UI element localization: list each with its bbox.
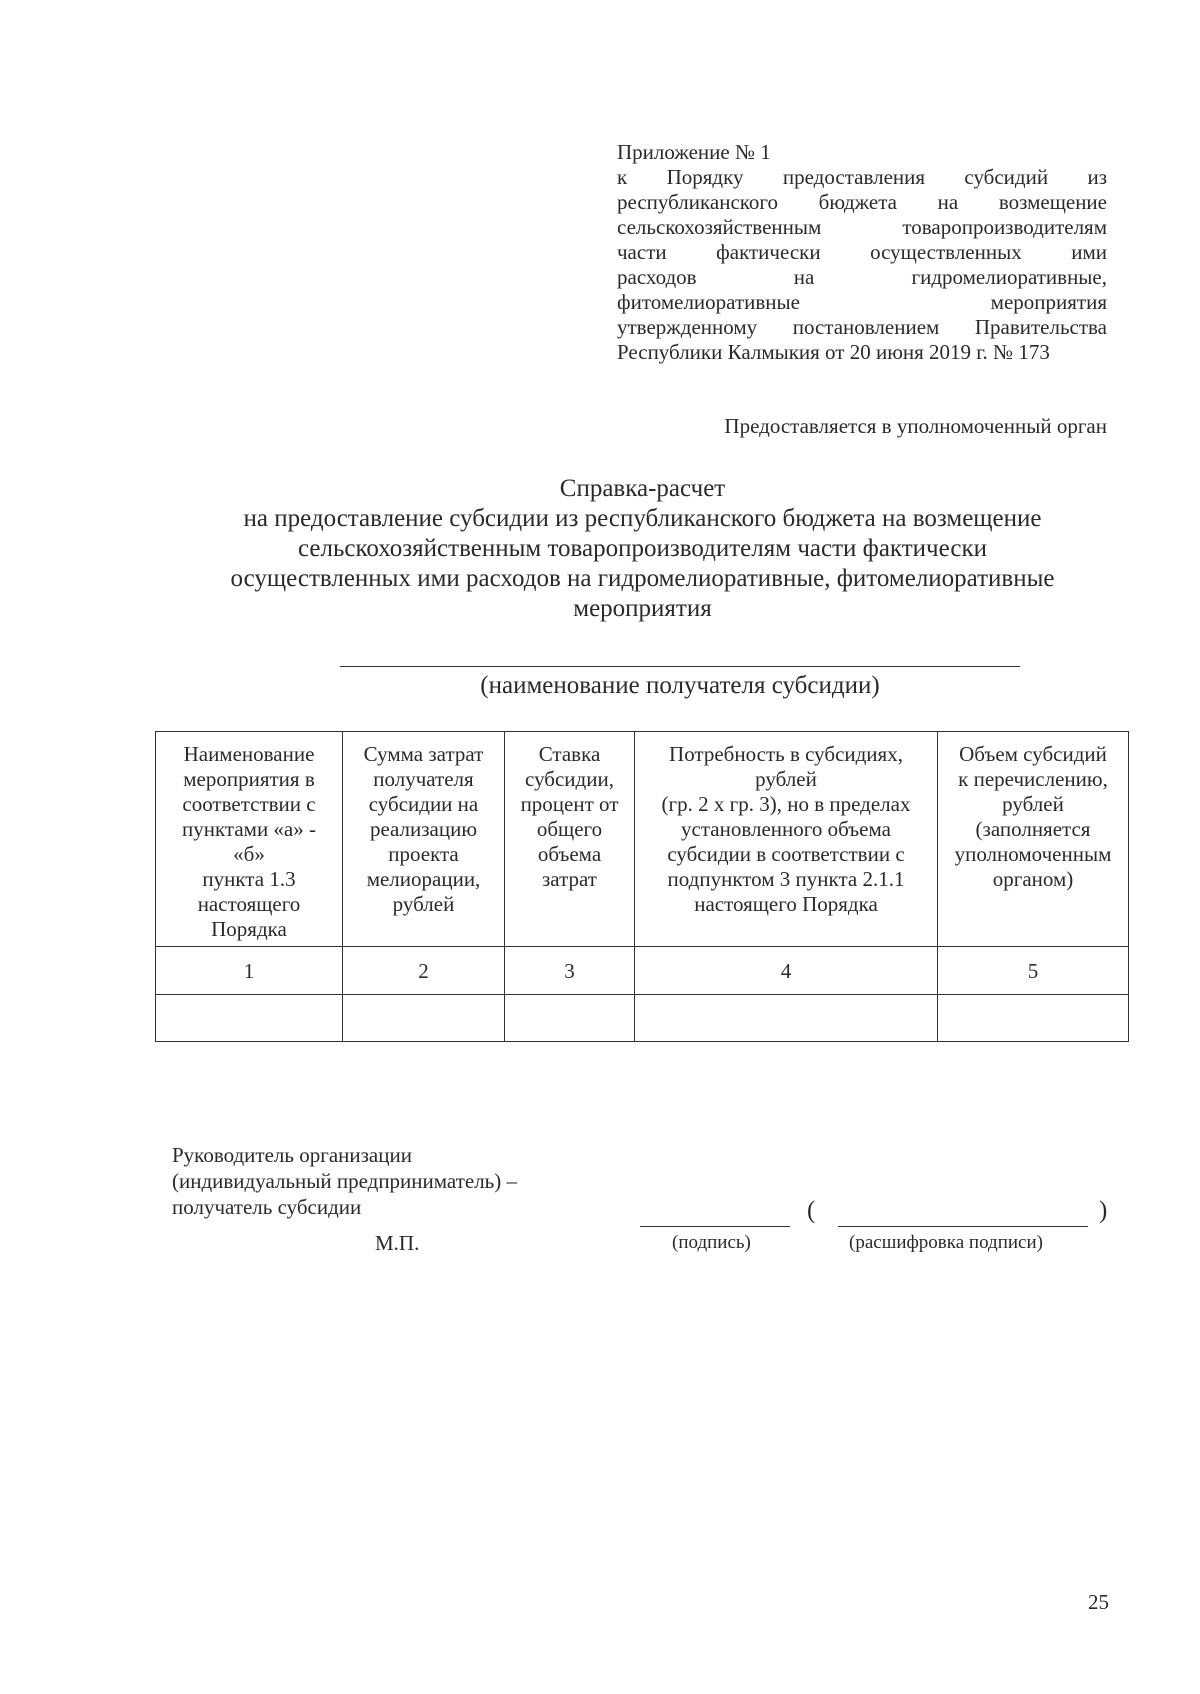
data-cell[interactable] (938, 995, 1129, 1042)
column-number-row (156, 947, 1129, 995)
header-cell-3: Ставка субсидии, процент от общего объема затрат (505, 732, 635, 947)
annex-heading: Приложение № 1 (617, 140, 771, 164)
header-cell-2: Сумма затрат получателя субсидии на реализацию проекта мелиорации, рублей (343, 732, 505, 947)
table-header-row (156, 732, 1129, 947)
column-number: 3 (505, 947, 635, 995)
form-subtitle-line: мероприятия (573, 595, 712, 622)
data-cell[interactable] (343, 995, 505, 1042)
head-line: Руководитель организации (172, 1143, 412, 1167)
header-cell-1: Наименование мероприятия в соответствии с пунктами «а» - «б» пункта 1.3 настоящего Порядка (156, 732, 343, 947)
head-line: получатель субсидии (172, 1195, 362, 1219)
form-subtitle-line: на предоставление субсидии из республиканского бюджета на возмещение (243, 505, 1042, 532)
recipient-caption: (наименование получателя субсидии) (480, 672, 880, 699)
open-parenthesis: ( (807, 1197, 816, 1224)
column-number: 1 (156, 947, 343, 995)
annex-line: сельскохозяйственным товаропроизводителям (617, 215, 1107, 239)
form-subtitle-line: осуществленных ими расходов на гидромелиоративные, фитомелиоративные (230, 565, 1055, 592)
annex-line: расходов на гидромелиоративные, (617, 265, 1107, 289)
annex-line: части фактически осуществленных ими (617, 240, 1107, 264)
annex-line: Республики Калмыкия от 20 июня 2019 г. № 173 (617, 340, 1050, 364)
data-cell[interactable] (156, 995, 343, 1042)
decoding-caption: (расшифровка подписи) (849, 1232, 1043, 1253)
header-cell-4: Потребность в субсидиях, рублей (гр. 2 х гр. 3), но в пределах установленного объема субсидии в соответствии с подпунктом 3 пункта 2.1.1 настоящего Порядка (635, 732, 938, 947)
signature-caption: (подпись) (672, 1232, 751, 1253)
submitted-to-note: Предоставляется в уполномоченный орган (724, 414, 1107, 438)
close-parenthesis: ) (1099, 1197, 1108, 1224)
column-number: 5 (938, 947, 1129, 995)
recipient-name-field[interactable] (340, 666, 1020, 667)
annex-line: фитомелиоративные мероприятия (617, 290, 1107, 314)
annex-line: утвержденному постановлением Правительства (617, 315, 1107, 339)
form-title: Справка-расчет (559, 475, 726, 502)
signature-decoding-field[interactable] (838, 1226, 1088, 1227)
head-line: (индивидуальный предприниматель) – (172, 1169, 517, 1193)
table-row (156, 995, 1129, 1042)
header-cell-5: Объем субсидий к перечислению, рублей (заполняется уполномоченным органом) (938, 732, 1129, 947)
form-subtitle-line: сельскохозяйственным товаропроизводителям части фактически (298, 535, 987, 562)
annex-line: республиканского бюджета на возмещение (617, 190, 1107, 214)
form-title-block (120, 474, 1165, 624)
calculation-table (155, 731, 1129, 1042)
annex-line: к Порядку предоставления субсидий из (617, 165, 1107, 189)
signature-field[interactable] (640, 1226, 790, 1227)
head-of-organization (172, 1142, 517, 1220)
column-number: 2 (343, 947, 505, 995)
data-cell[interactable] (635, 995, 938, 1042)
page-number: 25 (1088, 1590, 1109, 1614)
column-number: 4 (635, 947, 938, 995)
stamp-place: М.П. (375, 1231, 420, 1255)
data-cell[interactable] (505, 995, 635, 1042)
annex-block (617, 140, 1107, 365)
